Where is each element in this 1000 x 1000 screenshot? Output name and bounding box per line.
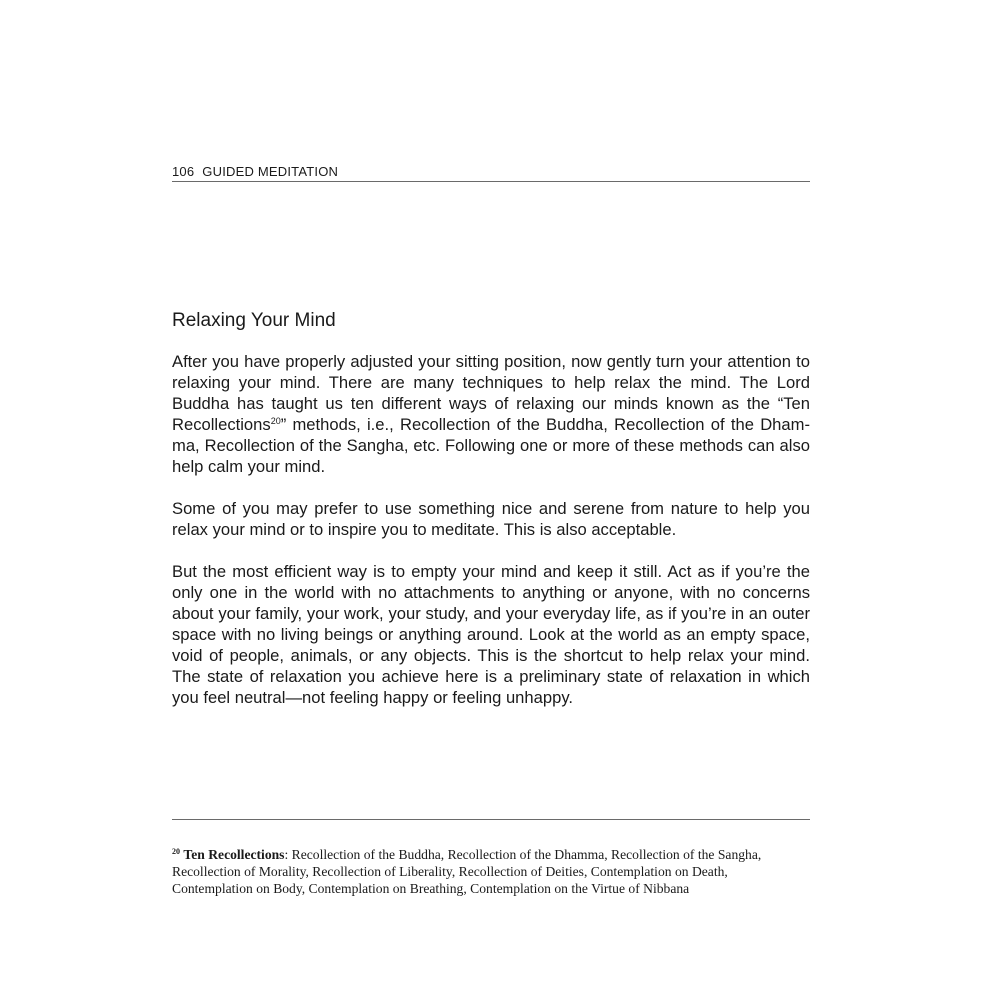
paragraph-1: [172, 351, 810, 477]
footnote-divider: [172, 819, 810, 820]
section-title: Relaxing Your Mind: [172, 310, 336, 331]
paragraph-2: Some of you may prefer to use something nice and serene from nature to help you relax your mind or to inspire you to meditate. This is also acceptable.: [172, 499, 810, 539]
footnote-text: : Recollection of the Buddha, Recollection of the Dhamma, Recollection of the Sangha, Recollection of Morality, Recollection of Liberality, Recollection of Deities, Contemplation on Death, Contemplation on Body, Contemplation on Breathing, Contemplation on the Virtue of Nibbana: [172, 847, 762, 896]
footnote-term: Ten Recollections: [183, 847, 285, 862]
footnote-number: 20: [172, 847, 180, 856]
book-page: [172, 0, 810, 1000]
paragraph-3: But the most efficient way is to empty your mind and keep it still. Act as if you’re the only one in the world with no attachments to anything or anyone, with no concerns about your family, your work, your study, and your everyday life, as if you’re in an outer space with no living beings or anything around. Look at the world as an empty space, void of people, animals, or any objects. This is the shortcut to help relax your mind. The state of relaxation you achieve here is a preliminary state of relaxation in which you feel neutral—not feeling happy or feeling unhappy.: [172, 562, 810, 707]
footnote-reference: 20: [270, 416, 281, 426]
body-text: [172, 351, 810, 729]
page-number: 106: [172, 164, 195, 179]
footnote: [172, 846, 810, 897]
paragraph-1-text-start: After you have properly adjusted your sitting position, now gently turn your attention to relaxing your mind. There are many techniques to help relax the mind. The Lord Buddha has taught us ten different ways of relaxing our minds known as the “Ten Recollections: [172, 352, 810, 434]
running-title: GUIDED MEDITATION: [202, 164, 339, 179]
running-header: [172, 164, 810, 182]
paragraph-1-text-end: ” methods, i.e., Recollection of the Buddha, Recollection of the Dham-ma, Recollection of the Sangha, etc. Following one or more of these methods can also help calm your mind.: [172, 415, 810, 476]
